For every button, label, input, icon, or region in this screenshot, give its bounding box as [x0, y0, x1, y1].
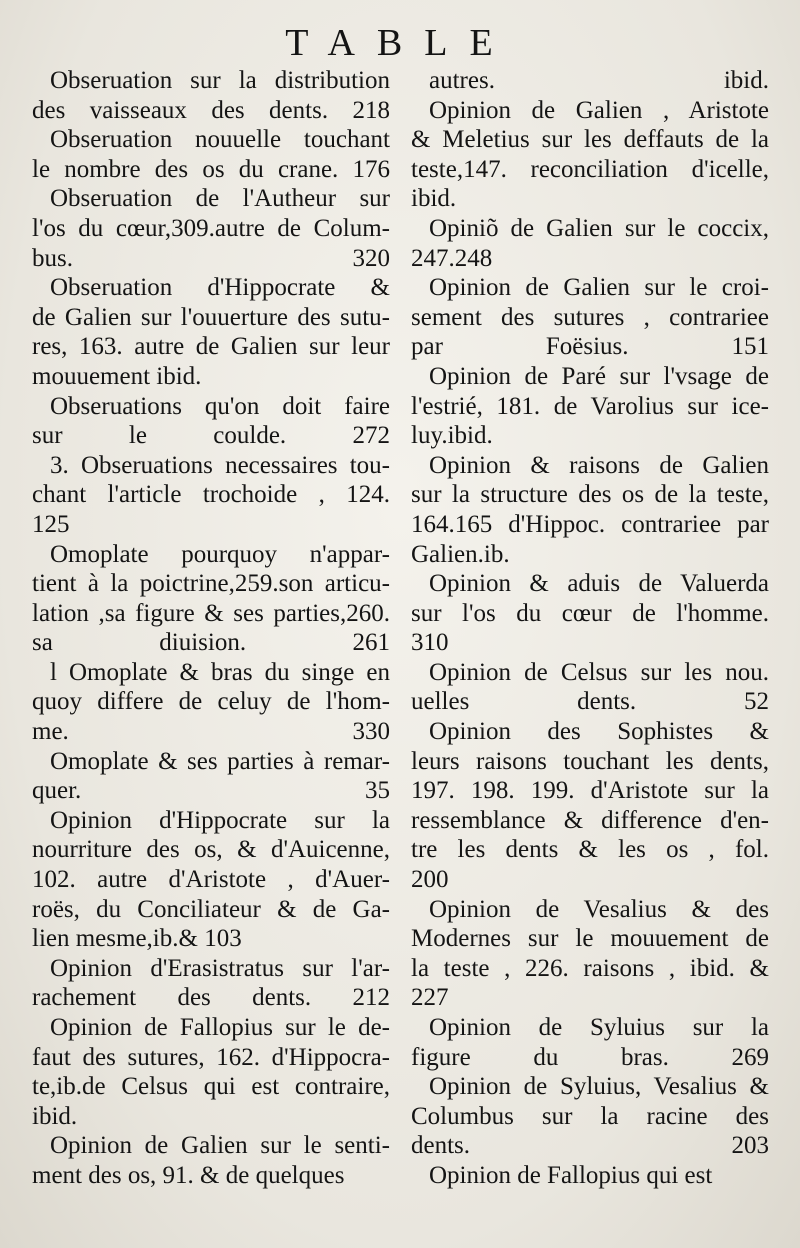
- index-entry: [32, 1013, 390, 1131]
- index-entry: [32, 1131, 390, 1190]
- index-entry: [32, 540, 390, 658]
- entry-line: Obseruation d'Hippocrate &: [50, 274, 390, 302]
- entry-line: Opinion de Celsus sur les nou.: [429, 658, 769, 686]
- entry-line: sur la structure des os de la teste,: [411, 481, 769, 509]
- entry-line: 164.165 d'Hippoc. contrariee par: [411, 510, 769, 538]
- entry-line: luy.ibid.: [411, 422, 493, 450]
- entry-line: Opinion de Galien , Aristote: [429, 96, 769, 124]
- index-entry: [411, 362, 769, 451]
- index-entry: [411, 1072, 769, 1161]
- entry-line: sa diuision. 261: [32, 629, 390, 657]
- entry-line: 247.248: [411, 244, 493, 272]
- entry-line: la teste , 226. raisons , ibid. &: [411, 954, 769, 982]
- entry-line: 197. 198. 199. d'Aristote sur la: [411, 777, 769, 805]
- entry-line: des vaisseaux des dents. 218: [32, 96, 390, 124]
- right-column: [411, 66, 769, 1191]
- page-header: TABLE: [285, 22, 515, 64]
- entry-line: Opinion de Galien sur le croi-: [429, 274, 769, 302]
- entry-line: Opinion de Galien sur le senti-: [50, 1132, 390, 1160]
- entry-line: mouuement ibid.: [32, 362, 202, 390]
- entry-line: figure du bras. 269: [411, 1043, 769, 1071]
- index-entry: [32, 806, 390, 954]
- entry-line: Obseruation sur la distribution: [50, 67, 390, 94]
- index-entry: [411, 1161, 769, 1191]
- index-entry: [32, 273, 390, 391]
- entry-line: l'estrié, 181. de Varolius sur ice-: [411, 392, 769, 420]
- entry-line: 125: [32, 510, 70, 538]
- entry-line: Omoplate & ses parties à remar-: [50, 747, 390, 775]
- entry-line: tre les dents & les os , fol.: [411, 836, 769, 864]
- entry-line: ressemblance & difference d'en-: [411, 806, 769, 834]
- entry-line: chant l'article trochoide , 124.: [32, 481, 390, 509]
- index-entry: [411, 451, 769, 569]
- entry-line: Opinion de Syluius sur la: [429, 1014, 769, 1041]
- entry-line: ibid.: [411, 185, 457, 213]
- index-entry: [32, 184, 390, 273]
- index-entry: [411, 658, 769, 717]
- index-entry: [32, 392, 390, 451]
- entry-line: Obseruations qu'on doit faire: [50, 392, 390, 420]
- entry-line: Opiniõ de Galien sur le coccix,: [429, 214, 769, 242]
- entry-line: Opinion des Sophistes &: [429, 718, 769, 746]
- index-entry: [32, 658, 390, 747]
- entry-line: Galien.ib.: [411, 540, 510, 568]
- index-entry: [32, 125, 390, 184]
- index-entry: [411, 895, 769, 1013]
- entry-line: 200: [411, 866, 449, 894]
- entry-line: sur l'os du cœur de l'homme.: [411, 599, 769, 627]
- entry-line: sur le coulde. 272: [32, 422, 390, 450]
- index-entry: [411, 1013, 769, 1072]
- entry-line: Opinion d'Hippocrate sur la: [50, 806, 390, 834]
- entry-line: 3. Obseruations necessaires tou-: [50, 451, 390, 479]
- entry-line: Opinion de Syluius, Vesalius &: [429, 1073, 769, 1101]
- entry-line: lation ,sa figure & ses parties,260.: [32, 599, 390, 627]
- entry-line: dents. 203: [411, 1132, 769, 1160]
- entry-line: lien mesme,ib.& 103: [32, 925, 242, 953]
- index-entry: [32, 451, 390, 540]
- entry-line: me. 330: [32, 718, 390, 746]
- entry-line: par Foësius. 151: [411, 333, 769, 361]
- entry-line: Opinion & aduis de Valuerda: [429, 570, 769, 598]
- entry-line: Opinion de Fallopius sur le de-: [50, 1014, 390, 1041]
- entry-line: faut des sutures, 162. d'Hippocra-: [32, 1043, 390, 1071]
- entry-line: Omoplate pourquoy n'appar-: [50, 540, 390, 568]
- index-entry: [411, 214, 769, 273]
- entry-line: Columbus sur la racine des: [411, 1102, 769, 1130]
- entry-line: roës, du Conciliateur & de Ga-: [32, 895, 390, 923]
- entry-line: leurs raisons touchant les dents,: [411, 747, 769, 775]
- index-entry: [411, 273, 769, 362]
- entry-line: bus. 320: [32, 244, 390, 272]
- entry-line: tient à la poictrine,259.son articu-: [32, 570, 390, 598]
- index-entry: [411, 717, 769, 895]
- index-entry: [32, 747, 390, 806]
- entry-line: Obseruation nouuelle touchant: [50, 126, 390, 154]
- entry-line: Opinion & raisons de Galien: [429, 451, 769, 479]
- index-entry: [411, 66, 769, 96]
- entry-line: te,ib.de Celsus qui est contraire,: [32, 1073, 390, 1101]
- index-entry: [411, 96, 769, 214]
- entry-line: Obseruation de l'Autheur sur: [50, 185, 390, 213]
- entry-line: Opinion de Paré sur l'vsage de: [429, 362, 769, 390]
- entry-line: ment des os, 91. & de quelques: [32, 1161, 345, 1189]
- entry-line: 102. autre d'Aristote , d'Auer-: [32, 866, 390, 894]
- entry-line: l'os du cœur,309.autre de Colum-: [32, 214, 390, 242]
- entry-line: Opinion d'Erasistratus sur l'ar-: [50, 954, 390, 982]
- entry-line: 227: [411, 984, 449, 1012]
- entry-line: l Omoplate & bras du singe en: [50, 658, 390, 686]
- entry-line: & Meletius sur les deffauts de la: [411, 126, 769, 154]
- entry-line: ibid.: [32, 1102, 78, 1130]
- entry-line: Opinion de Vesalius & des: [429, 895, 769, 923]
- entry-line: quer. 35: [32, 777, 390, 805]
- entry-line: le nombre des os du crane. 176: [32, 155, 390, 183]
- entry-line: quoy differe de celuy de l'hom-: [32, 688, 390, 716]
- entry-line: nourriture des os, & d'Auicenne,: [32, 836, 390, 864]
- entry-line: autres. ibid.: [429, 67, 769, 94]
- entry-line: de Galien sur l'ouuerture des sutu-: [32, 303, 390, 331]
- entry-line: sement des sutures , contrariee: [411, 303, 769, 331]
- index-entry: [32, 954, 390, 1013]
- entry-line: teste,147. reconciliation d'icelle,: [411, 155, 769, 183]
- left-column: [32, 66, 390, 1191]
- entry-line: 310: [411, 629, 449, 657]
- index-entry: [32, 66, 390, 125]
- index-entry: [411, 569, 769, 658]
- entry-line: Opinion de Fallopius qui est: [429, 1161, 713, 1189]
- entry-line: rachement des dents. 212: [32, 984, 390, 1012]
- entry-line: uelles dents. 52: [411, 688, 769, 716]
- entry-line: res, 163. autre de Galien sur leur: [32, 333, 390, 361]
- entry-line: Modernes sur le mouuement de: [411, 925, 769, 953]
